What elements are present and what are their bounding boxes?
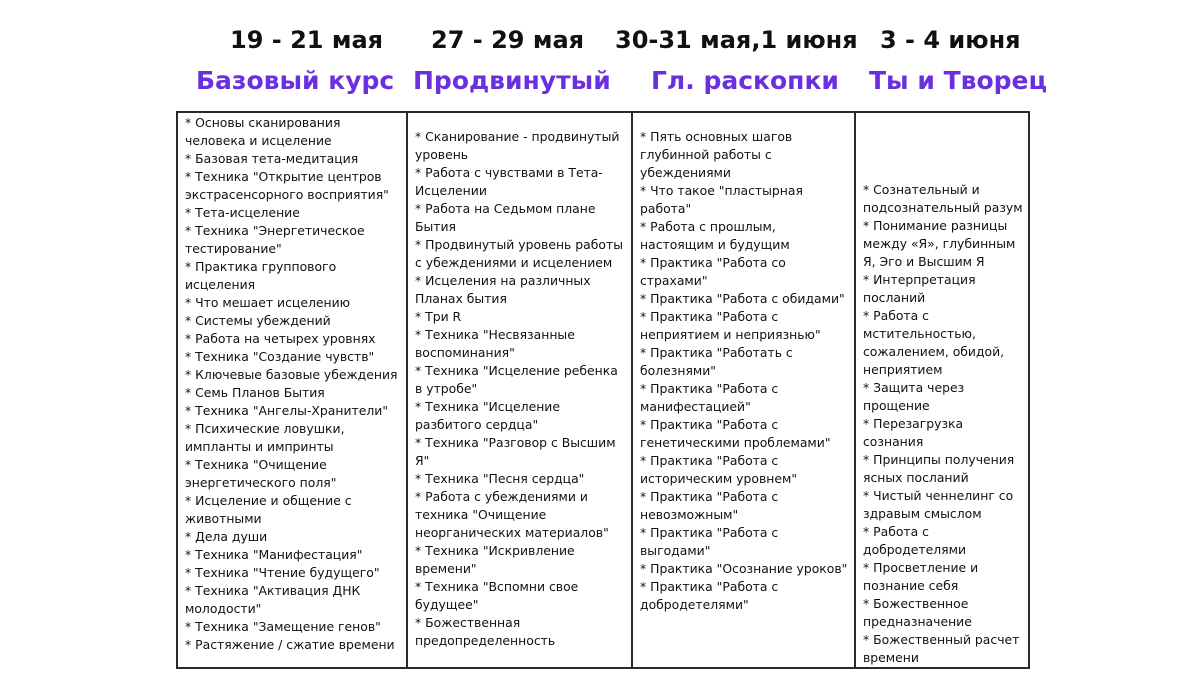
list-item: * Практика "Осознание уроков" bbox=[640, 561, 848, 576]
course-table bbox=[176, 111, 1030, 669]
list-item: * Тета-исцеление bbox=[185, 205, 300, 220]
list-item: * Просветление и познание себя bbox=[863, 560, 979, 593]
list-item: * Базовая тета-медитация bbox=[185, 151, 359, 166]
list-item: * Техника "Исцеление ребенка в утробе" bbox=[415, 363, 618, 396]
list-item: * Техника "Чтение будущего" bbox=[185, 565, 380, 580]
list-item: * Техника "Разговор с Высшим Я" bbox=[415, 435, 616, 468]
list-item: * Техника "Создание чувств" bbox=[185, 349, 375, 364]
list-item: * Божественный расчет времени bbox=[863, 632, 1020, 665]
column-basic-course bbox=[178, 113, 406, 667]
topic-list-basic bbox=[185, 114, 402, 654]
list-item: * Техника "Открытие центров экстрасенсорного восприятия" bbox=[185, 169, 389, 202]
date-advanced-course: 27 - 29 мая bbox=[431, 26, 585, 54]
list-item: * Сканирование - продвинутый уровень bbox=[415, 129, 620, 162]
list-item: * Практика "Работа с историческим уровнем" bbox=[640, 453, 798, 486]
date-you-and-creator-course: 3 - 4 июня bbox=[880, 26, 1021, 54]
list-item: * Работа с прошлым, настоящим и будущим bbox=[640, 219, 790, 252]
title-deep-digging-course: Гл. раскопки bbox=[651, 66, 839, 95]
list-item: * Интерпретация посланий bbox=[863, 272, 976, 305]
list-item: * Практика "Работа с обидами" bbox=[640, 291, 845, 306]
list-item: * Исцеление и общение с животными bbox=[185, 493, 352, 526]
list-item: * Семь Планов Бытия bbox=[185, 385, 325, 400]
column-you-and-creator-course bbox=[854, 113, 1028, 667]
list-item: * Техника "Активация ДНК молодости" bbox=[185, 583, 361, 616]
list-item: * Защита через прощение bbox=[863, 380, 965, 413]
title-basic-course: Базовый курс bbox=[196, 66, 395, 95]
list-item: * Исцеления на различных Планах бытия bbox=[415, 273, 591, 306]
list-item: * Техника "Очищение энергетического поля" bbox=[185, 457, 337, 490]
topic-list-deep-digging bbox=[640, 128, 850, 614]
date-deep-digging-course: 30-31 мая,1 июня bbox=[615, 26, 858, 54]
list-item: * Работа на четырех уровнях bbox=[185, 331, 376, 346]
topic-list-you-and-creator bbox=[863, 181, 1024, 667]
list-item: * Техника "Замещение генов" bbox=[185, 619, 381, 634]
list-item: * Работа с убеждениями и техника "Очищение неорганических материалов" bbox=[415, 489, 609, 540]
list-item: * Три R bbox=[415, 309, 462, 324]
list-item: * Техника "Песня сердца" bbox=[415, 471, 585, 486]
list-item: * Практика "Работа со страхами" bbox=[640, 255, 786, 288]
list-item: * Божественное предназначение bbox=[863, 596, 972, 629]
list-item: * Основы сканирования человека и исцеление bbox=[185, 115, 341, 148]
list-item: * Техника "Исцеление разбитого сердца" bbox=[415, 399, 560, 432]
list-item: * Техника "Вспомни свое будущее" bbox=[415, 579, 579, 612]
list-item: * Работа с добродетелями bbox=[863, 524, 967, 557]
list-item: * Психические ловушки, импланты и импринты bbox=[185, 421, 345, 454]
course-titles-row bbox=[0, 62, 1200, 100]
list-item: * Системы убеждений bbox=[185, 313, 331, 328]
list-item: * Работа на Седьмом плане Бытия bbox=[415, 201, 596, 234]
list-item: * Техника "Искривление времени" bbox=[415, 543, 575, 576]
list-item: * Понимание разницы между «Я», глубинным Я, Эго и Высшим Я bbox=[863, 218, 1016, 269]
list-item: * Практика "Работа с добродетелями" bbox=[640, 579, 779, 612]
title-you-and-creator-course: Ты и Творец bbox=[869, 66, 1048, 95]
topic-list-advanced bbox=[415, 128, 627, 650]
list-item: * Практика "Работа с генетическими проблемами" bbox=[640, 417, 831, 450]
dates-row bbox=[0, 22, 1200, 58]
list-item: * Практика "Работать с болезнями" bbox=[640, 345, 793, 378]
date-basic-course: 19 - 21 мая bbox=[230, 26, 384, 54]
list-item: * Пять основных шагов глубинной работы с убеждениями bbox=[640, 129, 793, 180]
list-item: * Работа с чувствами в Тета-Исцелении bbox=[415, 165, 603, 198]
list-item: * Чистый ченнелинг со здравым смыслом bbox=[863, 488, 1014, 521]
list-item: * Практика "Работа с неприятием и неприязнью" bbox=[640, 309, 821, 342]
list-item: * Что такое "пластырная работа" bbox=[640, 183, 803, 216]
title-advanced-course: Продвинутый bbox=[413, 66, 611, 95]
list-item: * Дела души bbox=[185, 529, 268, 544]
list-item: * Техника "Ангелы-Хранители" bbox=[185, 403, 389, 418]
list-item: * Принципы получения ясных посланий bbox=[863, 452, 1015, 485]
list-item: * Перезагрузка сознания bbox=[863, 416, 964, 449]
list-item: * Техника "Энергетическое тестирование" bbox=[185, 223, 365, 256]
list-item: * Техника "Манифестация" bbox=[185, 547, 363, 562]
column-deep-digging-course bbox=[631, 113, 854, 667]
list-item: * Практика "Работа с невозможным" bbox=[640, 489, 779, 522]
list-item: * Божественная предопределенность bbox=[415, 615, 556, 648]
list-item: * Техника "Несвязанные воспоминания" bbox=[415, 327, 575, 360]
list-item: * Продвинутый уровень работы с убеждениями и исцелением bbox=[415, 237, 623, 270]
list-item: * Практика "Работа с манифестацией" bbox=[640, 381, 779, 414]
list-item: * Работа с мстительностью, сожалением, обидой, неприятием bbox=[863, 308, 1005, 377]
list-item: * Практика группового исцеления bbox=[185, 259, 337, 292]
list-item: * Сознательный и подсознательный разум bbox=[863, 182, 1023, 215]
list-item: * Что мешает исцелению bbox=[185, 295, 351, 310]
column-advanced-course bbox=[406, 113, 631, 667]
list-item: * Ключевые базовые убеждения bbox=[185, 367, 398, 382]
list-item: * Практика "Работа с выгодами" bbox=[640, 525, 779, 558]
list-item: * Растяжение / сжатие времени bbox=[185, 637, 395, 652]
